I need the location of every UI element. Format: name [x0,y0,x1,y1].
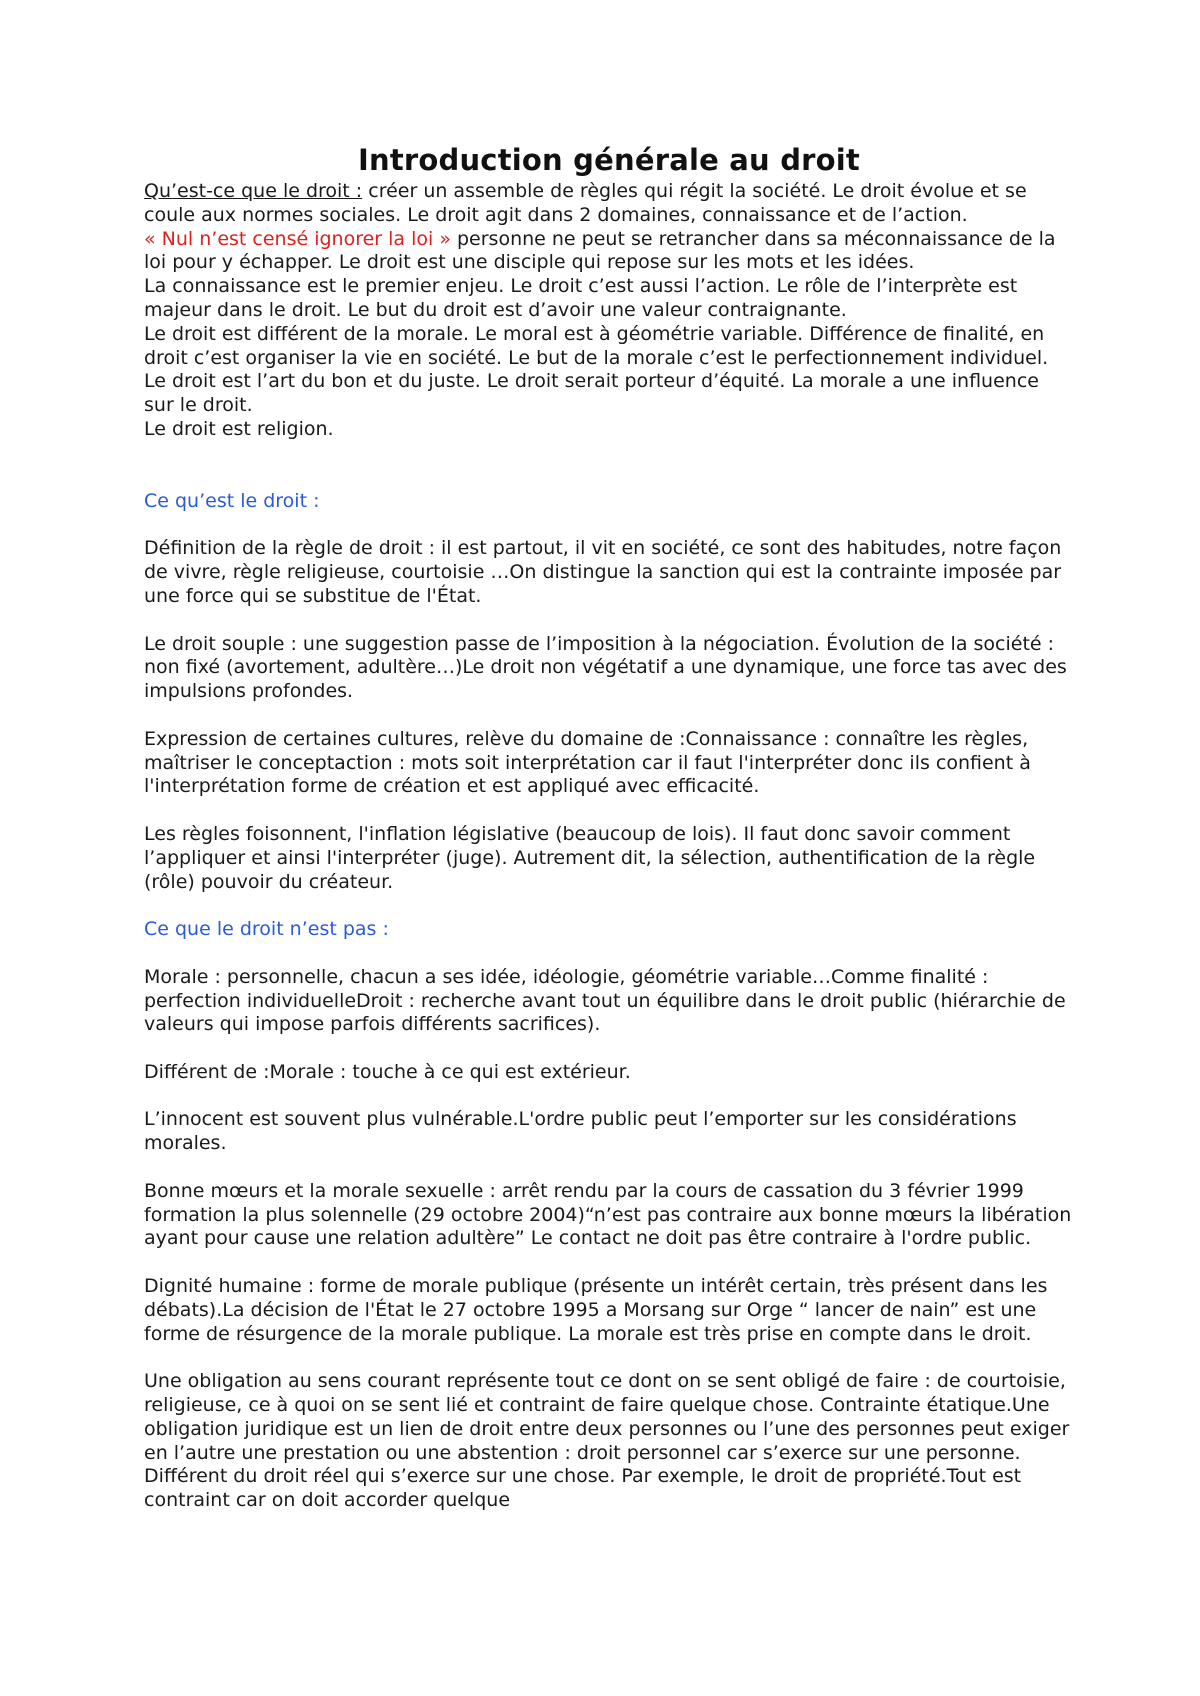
intro-paragraph-3: Le droit est différent de la morale. Le moral est à géométrie variable. Différence de finalité, en droit c’est organiser la vie en société. Le but de la morale c’est le perfectionnement individuel. Le droit est l’art du bon et du juste. Le droit serait porteur d’équité. La morale a une influence sur le droit. [144,322,1049,417]
section2-paragraph: Une obligation au sens courant représente tout ce dont on se sent obligé de faire : de courtoisie, religieuse, ce à quoi on se sent lié et contraint de faire quelque chose. Contrainte étatique.Une obligation juridique est un lien de droit entre deux personnes ou l’une des personnes peut exiger en l’autre une prestation ou une abstention : droit personnel car s’exerce sur une personne. Différent du droit réel qui s’exerce sur une chose. Par exemple, le droit de propriété.Tout est contraint car on doit accorder quelque [144,1370,1070,1512]
spacer [144,1346,1074,1370]
section2-paragraph: Différent de :Morale : touche à ce qui est extérieur. [144,1060,631,1083]
spacer [144,894,1074,918]
intro-quote-rest: personne ne peut se retrancher dans sa méconnaissance de la loi pour y échapper. Le droit est une disciple qui repose sur les mots et les idées. [144,227,1056,274]
spacer [144,442,1074,490]
spacer [144,704,1074,728]
spacer [144,799,1074,823]
section1-paragraph: Les règles foisonnent, l'inflation législative (beaucoup de lois). Il faut donc savoir comment l’appliquer et ainsi l'interpréter (juge). Autrement dit, la sélection, authentification de la règle (rôle) pouvoir du créateur. [144,822,1036,893]
intro-paragraph-4: Le droit est religion. [144,417,334,440]
spacer [144,1251,1074,1275]
section2-paragraph: L’innocent est souvent plus vulnérable.L'ordre public peut l’emporter sur les considérations morales. [144,1108,1017,1155]
section2-paragraph: Dignité humaine : forme de morale publique (présente un intérêt certain, très présent dans les débats).La décision de l'État le 27 octobre 1995 a Morsang sur Orge “ lancer de nain” est une forme de résurgence de la morale publique. La morale est très prise en compte dans le droit. [144,1275,1048,1345]
section2-paragraph: Morale : personnelle, chacun a ses idée, idéologie, géométrie variable…Comme finalité : perfection individuelleDroit : recherche avant tout un équilibre dans le droit public (hiérarchie de valeurs qui impose parfois différents sacrifices). [144,965,1066,1036]
document-page [144,140,1074,1513]
spacer [144,942,1074,966]
spacer [144,1037,1074,1061]
document-title: Introduction générale au droit [357,143,860,177]
spacer [144,514,1074,538]
intro-label: Qu’est-ce que le droit : [144,180,363,202]
spacer [144,609,1074,633]
spacer [144,1156,1074,1180]
section2-paragraph: Bonne mœurs et la morale sexuelle : arrêt rendu par la cours de cassation du 3 février 1999 formation la plus solennelle (29 octobre 2004)“n’est pas contraire aux bonne mœurs la libération ayant pour cause une relation adultère” Le contact ne doit pas être contraire à l'ordre public. [144,1179,1072,1250]
section1-paragraph: Définition de la règle de droit : il est partout, il vit en société, ce sont des habitudes, notre façon de vivre, règle religieuse, courtoisie …On distingue la sanction qui est la contrainte imposée par une force qui se substitue de l'État. [144,537,1062,607]
intro-quote: « Nul n’est censé ignorer la loi » [144,227,451,250]
section1-paragraph: Expression de certaines cultures, relève du domaine de :Connaissance : connaître les règles, maîtriser le conceptaction : mots soit interprétation car il faut l'interpréter donc ils confient à l'interprétation forme de création et est appliqué avec efficacité. [144,727,1031,798]
section1-paragraph: Le droit souple : une suggestion passe de l’imposition à la négociation. Évolution de la société : non fixé (avortement, adultère…)Le droit non végétatif a une dynamique, une force tas avec des impulsions profondes. [144,632,1067,703]
section-heading-what-law-is-not: Ce que le droit n’est pas : [144,918,389,941]
intro-paragraph-2: La connaissance est le premier enjeu. Le droit c’est aussi l’action. Le rôle de l’interprète est majeur dans le droit. Le but du droit est d’avoir une valeur contraignante. [144,275,1018,321]
intro-paragraph-1 [144,180,1074,275]
spacer [144,1085,1074,1109]
section-heading-what-is-law: Ce qu’est le droit : [144,489,320,512]
intro-text: créer un assemble de règles qui régit la société. Le droit évolue et se coule aux normes sociales. Le droit agit dans 2 domaines, connaissance et de l’action. [144,180,1027,226]
